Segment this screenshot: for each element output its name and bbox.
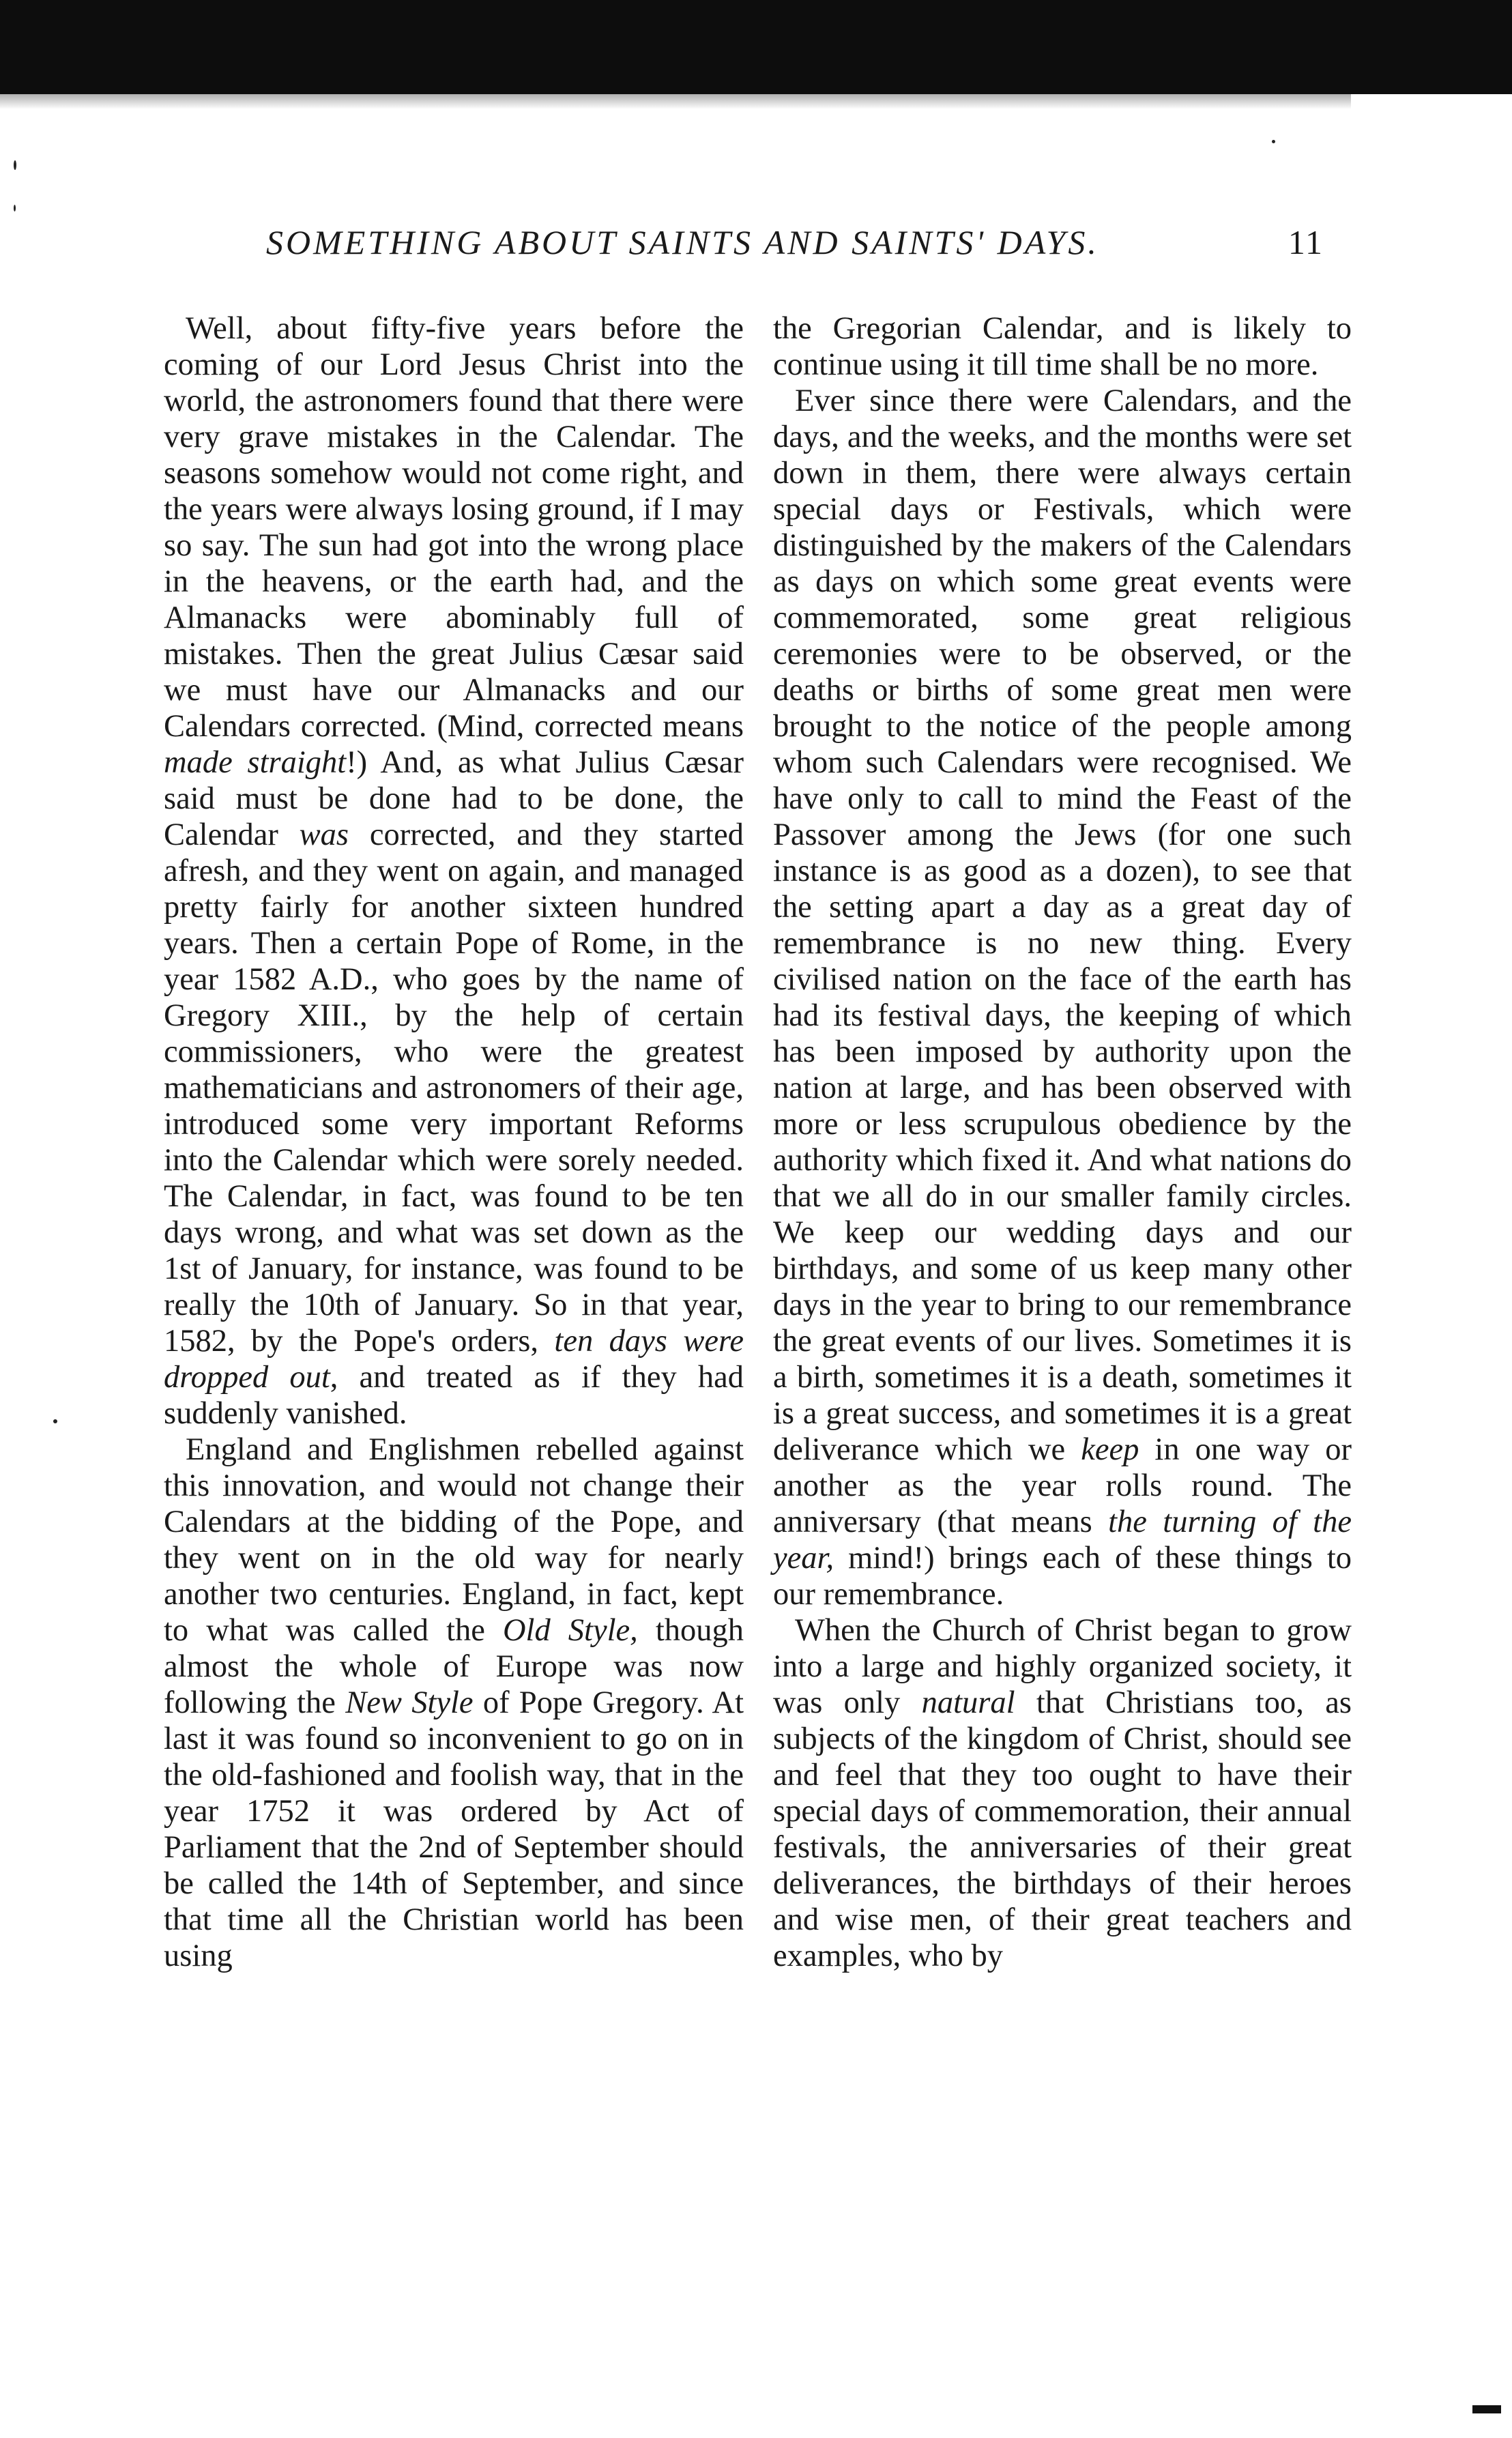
scan-speck [1272,140,1275,143]
paragraph: Ever since there were Calendars, and the days, and the weeks, and the months were set down in them, there were always certain special days or Festivals, which were distinguished by the makers of the Calendars as days on which some great events were commemorated, some great religious ceremonies were to be observed, or the deaths or births of some great men were brought to the notice of the people among whom such Calendars were recognised. We have only to call to mind the Feast of the Passover among the Jews (for one such instance is as good as a dozen), to see that the setting apart a day as a great day of remembrance is no new thing. Every civilised nation on the face of the earth has had its festival days, the keeping of which has been imposed by authority upon the nation at large, and has been observed with more or less scrupulous obedience by the authority which fixed it. And what nations do that we all do in our smaller family circles. We keep our wedding days and our birthdays, and some of us keep many other days in the year to bring to our remembrance the great events of our lives. Sometimes it is a birth, sometimes it is a death, sometimes it is a great success, and sometimes it is a great deliverance which we keep in one way or another as the year rolls round. The anniversary (that means the turning of the year, mind!) brings each of these things to our remembrance. [773,383,1352,1612]
page-number: 11 [1288,223,1324,261]
italic-phrase: ten days were dropped out [164,1324,744,1395]
italic-phrase: keep [1081,1432,1139,1467]
italic-phrase: natural [921,1685,1015,1720]
running-header [266,222,1324,263]
italic-phrase: the turning of the year, [773,1505,1352,1576]
paragraph: Well, about fifty-five years before the coming of our Lord Jesus Christ into the world, the astronomers found that there were very grave mistakes in the Calendar. The seasons somehow would not come right, and the years were always losing ground, if I may so say. The sun had got into the wrong place in the heavens, or the earth had, and the Almanacks were abominably full of mistakes. Then the great Julius Cæsar said we must have our Almanacks and our Calendars corrected. (Mind, corrected means made straight!) And, as what Julius Cæsar said must be done had to be done, the Calendar was corrected, and they started afresh, and they went on again, and managed pretty fairly for another sixteen hundred years. Then a certain Pope of Rome, in the year 1582 A.D., who goes by the name of Gregory XIII., by the help of certain commissioners, who were the greatest mathematicians and astronomers of their age, introduced some very important Reforms into the Calendar which were sorely needed. The Calendar, in fact, was found to be ten days wrong, and what was set down as the 1st of January, for instance, was found to be really the 10th of January. So in that year, 1582, by the Pope's orders, ten days were dropped out, and treated as if they had suddenly vanished. [164,311,744,1431]
paragraph: England and Englishmen rebelled against this innovation, and would not change their Calendars at the bidding of the Pope, and they went on in the old way for nearly another two centuries. England, in fact, kept to what was called the Old Style, though almost the whole of Europe was now following the New Style of Pope Gregory. At last it was found so inconvenient to go on in the old-fashioned and foolish way, that in the year 1752 it was ordered by Act of Parliament that the 2nd of September should be called the 14th of September, and since that time all the Christian world has been using [164,1432,744,1973]
italic-phrase: made straight [164,745,347,780]
scan-border-shadow [0,94,1351,109]
paragraph-continuation: the Gregorian Calendar, and is likely to continue using it till time shall be no more. [773,311,1352,382]
scan-corner-mark [1472,2405,1501,2413]
page-title: SOMETHING ABOUT SAINTS AND SAINTS' DAYS. [266,223,1099,261]
paragraph: When the Church of Christ began to grow into a large and highly organized society, it was only natural that Christians too, as subjects of the kingdom of Christ, should see and feel that they too ought to have their special days of commemoration, their annual festivals, the anniversaries of their great deliverances, the birthdays of their heroes and wise men, of their great teachers and examples, who by [773,1613,1352,1973]
scan-speck [14,205,16,212]
left-column [164,310,744,1974]
italic-phrase: was [299,817,349,852]
right-column [773,310,1352,1974]
scan-speck [14,160,16,170]
italic-phrase: Old Style, [502,1613,638,1648]
scan-speck [53,1419,57,1423]
italic-phrase: New Style [345,1685,474,1720]
scan-top-border [0,0,1512,94]
